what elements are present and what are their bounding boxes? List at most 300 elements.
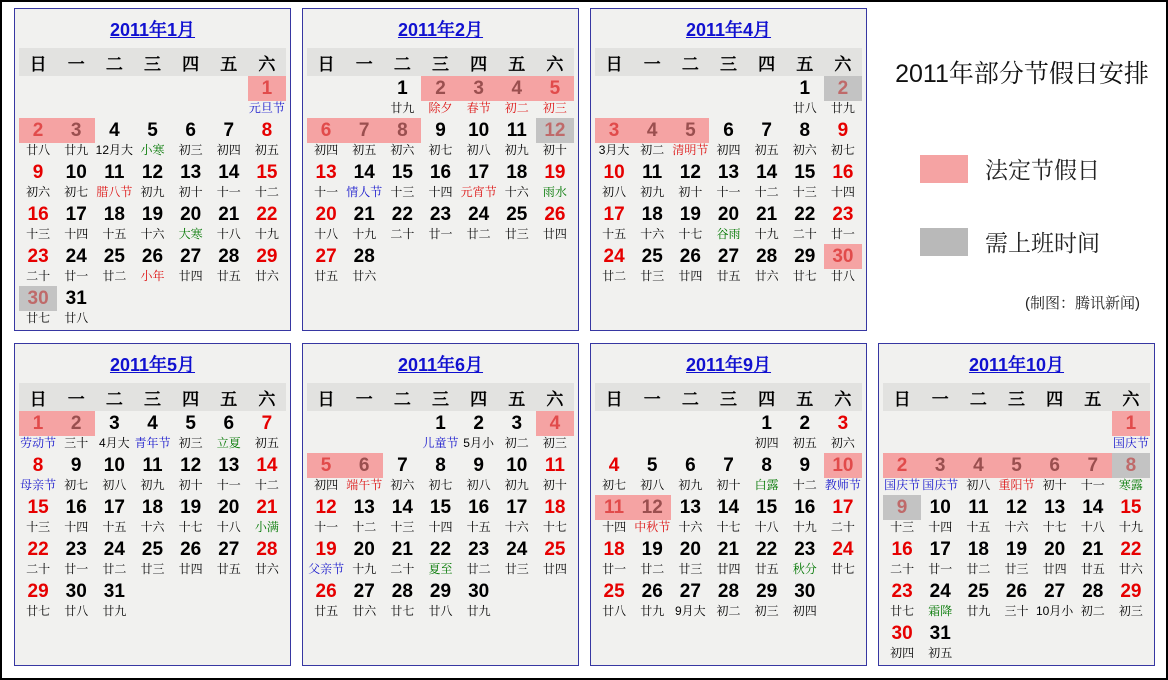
day-cell xyxy=(307,495,345,537)
weekday-label: 二 xyxy=(393,389,411,409)
day-label: 廿六 xyxy=(352,269,377,283)
day-label: 初八 xyxy=(102,478,127,492)
day-number: 12 xyxy=(679,162,701,183)
weekday-label: 五 xyxy=(508,54,526,74)
day-number: 19 xyxy=(544,162,566,183)
day-cell xyxy=(786,118,824,160)
day-cell xyxy=(248,411,286,453)
day-number: 6 xyxy=(723,120,734,141)
day-number: 25 xyxy=(967,581,989,602)
day-number: 27 xyxy=(315,246,337,267)
day-number: 3 xyxy=(109,413,120,434)
day-cell xyxy=(95,202,133,244)
weekday-header xyxy=(883,383,1150,411)
day-cell xyxy=(383,118,421,160)
week-row xyxy=(307,118,574,160)
day-cell xyxy=(748,411,786,453)
day-number: 25 xyxy=(603,581,625,602)
day-cell xyxy=(748,579,786,621)
day-cell xyxy=(57,411,95,453)
day-label: 初五 xyxy=(792,436,817,450)
day-label: 小年 xyxy=(140,269,165,283)
day-number: 12 xyxy=(315,497,337,518)
weekday-label: 一 xyxy=(643,54,661,74)
day-number: 18 xyxy=(544,497,566,518)
day-cell xyxy=(133,202,171,244)
day-cell xyxy=(345,244,383,286)
day-cell xyxy=(536,202,574,244)
day-number: 12 xyxy=(1005,497,1028,518)
day-number: 3 xyxy=(595,118,633,143)
day-cell xyxy=(383,244,421,286)
day-label: 春节 xyxy=(466,101,491,115)
day-label: 秋分 xyxy=(792,562,817,576)
day-cell xyxy=(824,411,862,453)
day-label: 白露 xyxy=(754,478,779,492)
day-label: 教师节 xyxy=(824,478,861,492)
day-label: 寒露 xyxy=(1118,478,1143,492)
week-row xyxy=(19,118,286,160)
month-title xyxy=(595,11,862,46)
day-cell xyxy=(536,411,574,453)
day-cell xyxy=(997,411,1035,453)
month-title-link[interactable]: 2011年1月 xyxy=(109,20,196,40)
day-cell xyxy=(460,537,498,579)
weekday-header xyxy=(19,383,286,411)
day-cell xyxy=(133,537,171,579)
week-row xyxy=(883,453,1150,495)
day-cell xyxy=(824,118,862,160)
day-label: 廿三 xyxy=(678,562,703,576)
day-cell xyxy=(383,411,421,453)
day-number: 10 xyxy=(65,162,87,183)
weekday-label: 六 xyxy=(546,389,564,409)
day-label: 初十 xyxy=(178,478,203,492)
month-title-link[interactable]: 2011年10月 xyxy=(968,355,1065,375)
day-number: 15 xyxy=(27,497,49,518)
day-number: 18 xyxy=(103,204,125,225)
month-title-link[interactable]: 2011年2月 xyxy=(397,20,484,40)
day-number: 30 xyxy=(794,581,816,602)
weekday-label: 三 xyxy=(719,389,737,409)
day-cell xyxy=(460,579,498,621)
day-number: 17 xyxy=(65,204,87,225)
side-panel xyxy=(868,2,1168,342)
day-label: 十三 xyxy=(792,185,817,199)
day-cell xyxy=(345,537,383,579)
day-label: 十九 xyxy=(754,227,779,241)
day-cell xyxy=(57,160,95,202)
day-cell xyxy=(709,160,747,202)
day-cell xyxy=(997,537,1035,579)
workday-label: 需上班时间 xyxy=(985,230,1100,256)
day-cell xyxy=(786,579,824,621)
day-number: 26 xyxy=(141,246,164,267)
day-label: 初五 xyxy=(254,143,279,157)
week-row xyxy=(883,411,1150,453)
day-cell xyxy=(460,76,498,118)
day-cell xyxy=(498,537,536,579)
day-number: 6 xyxy=(345,453,383,478)
day-number: 31 xyxy=(103,581,125,602)
day-number: 28 xyxy=(756,246,778,267)
day-cell xyxy=(633,160,671,202)
week-row xyxy=(595,244,862,286)
day-cell xyxy=(19,495,57,537)
day-label: 初十 xyxy=(542,478,567,492)
week-row xyxy=(595,118,862,160)
month-title xyxy=(19,11,286,46)
day-label: 儿童节 xyxy=(422,436,459,450)
day-cell xyxy=(421,118,459,160)
calendar-2011-10 xyxy=(878,343,1155,666)
day-number: 20 xyxy=(353,539,375,560)
weekday-label: 日 xyxy=(29,54,47,74)
day-label: 十七 xyxy=(1042,520,1067,534)
day-cell xyxy=(460,118,498,160)
day-number: 5 xyxy=(185,413,196,434)
day-number: 8 xyxy=(435,455,446,476)
day-number: 25 xyxy=(506,204,528,225)
day-label: 廿五 xyxy=(216,269,241,283)
day-number: 5 xyxy=(307,453,345,478)
day-cell xyxy=(633,453,671,495)
day-cell xyxy=(671,202,709,244)
day-label: 廿四 xyxy=(678,269,703,283)
day-cell xyxy=(210,495,248,537)
day-label: 廿一 xyxy=(64,562,89,576)
day-cell xyxy=(748,244,786,286)
weekday-label: 一 xyxy=(643,389,661,409)
day-number: 20 xyxy=(315,204,337,225)
month-title-link[interactable]: 2011年9月 xyxy=(685,355,772,375)
weekday-label: 三 xyxy=(431,54,449,74)
page-title: 2011年部分节假日安排 xyxy=(895,60,1149,88)
day-cell xyxy=(248,76,286,118)
day-label: 初九 xyxy=(640,185,665,199)
day-cell xyxy=(172,118,210,160)
day-label: 十九 xyxy=(792,520,817,534)
day-cell xyxy=(671,579,709,621)
day-cell xyxy=(210,453,248,495)
day-label: 重阳节 xyxy=(998,478,1035,492)
day-cell xyxy=(95,286,133,328)
legal-holiday-swatch xyxy=(920,155,968,183)
day-label: 十二 xyxy=(754,185,779,199)
week-row xyxy=(19,76,286,118)
day-cell xyxy=(921,537,959,579)
day-label: 国庆节 xyxy=(922,478,959,492)
day-label: 十四 xyxy=(64,227,89,241)
day-number: 2 xyxy=(19,118,57,143)
day-label: 廿二 xyxy=(102,269,127,283)
day-cell xyxy=(883,621,921,663)
day-cell xyxy=(345,579,383,621)
day-cell xyxy=(19,202,57,244)
day-label: 廿九 xyxy=(466,604,491,618)
day-label: 3月大 xyxy=(598,143,630,157)
day-label: 夏至 xyxy=(428,562,453,576)
day-cell xyxy=(536,579,574,621)
day-number: 10 xyxy=(103,455,125,476)
day-number: 22 xyxy=(429,539,452,560)
day-cell xyxy=(595,495,633,537)
day-label: 初四 xyxy=(890,646,915,660)
weekday-label: 三 xyxy=(431,389,449,409)
week-row xyxy=(883,579,1150,621)
day-number: 20 xyxy=(1044,539,1066,560)
day-number: 1 xyxy=(19,411,57,436)
day-label: 初九 xyxy=(504,478,529,492)
day-cell xyxy=(133,411,171,453)
weekday-label: 四 xyxy=(758,54,776,74)
weekday-label: 二 xyxy=(681,54,699,74)
day-number: 3 xyxy=(837,413,849,434)
day-cell xyxy=(959,537,997,579)
week-row xyxy=(883,537,1150,579)
weekday-label: 日 xyxy=(605,54,623,74)
day-label: 十四 xyxy=(830,185,855,199)
day-number: 21 xyxy=(717,539,740,560)
day-number: 27 xyxy=(180,246,202,267)
day-cell xyxy=(498,202,536,244)
weekday-label: 日 xyxy=(317,54,335,74)
day-cell xyxy=(595,579,633,621)
day-cell xyxy=(595,453,633,495)
day-label: 廿五 xyxy=(314,269,339,283)
day-cell xyxy=(633,537,671,579)
weekday-label: 六 xyxy=(258,389,276,409)
day-number: 1 xyxy=(435,413,446,434)
day-label: 十八 xyxy=(216,227,241,241)
day-label: 廿三 xyxy=(640,269,665,283)
calendar-2011-06 xyxy=(302,343,579,666)
day-number: 29 xyxy=(794,246,816,267)
day-number: 3 xyxy=(57,118,95,143)
day-label: 十三 xyxy=(26,227,51,241)
day-label: 十二 xyxy=(352,520,377,534)
weekday-header xyxy=(307,383,574,411)
week-row xyxy=(595,579,862,621)
month-title-link[interactable]: 2011年4月 xyxy=(685,20,772,40)
month-title xyxy=(307,11,574,46)
weekday-label: 五 xyxy=(508,389,526,409)
day-cell xyxy=(307,537,345,579)
day-cell xyxy=(1036,495,1074,537)
day-label: 初七 xyxy=(830,143,855,157)
day-cell xyxy=(248,537,286,579)
day-label: 初三 xyxy=(1118,604,1143,618)
day-number: 16 xyxy=(832,162,854,183)
day-number: 13 xyxy=(180,162,202,183)
day-label: 十六 xyxy=(1004,520,1029,534)
day-cell xyxy=(172,160,210,202)
day-cell xyxy=(633,202,671,244)
day-cell xyxy=(824,537,862,579)
day-cell xyxy=(345,118,383,160)
day-number: 19 xyxy=(679,204,701,225)
weekday-label: 三 xyxy=(719,54,737,74)
day-number: 15 xyxy=(1120,497,1142,518)
day-label: 初六 xyxy=(792,143,817,157)
day-cell xyxy=(133,579,171,621)
day-cell xyxy=(595,118,633,160)
day-label: 十五 xyxy=(102,227,127,241)
day-cell xyxy=(307,118,345,160)
weekday-label: 一 xyxy=(355,54,373,74)
day-number: 4 xyxy=(498,76,536,101)
day-label: 廿七 xyxy=(26,604,51,618)
day-number: 6 xyxy=(185,120,196,141)
day-label: 十三 xyxy=(390,185,415,199)
calendar-2011-01 xyxy=(14,8,291,331)
day-number: 25 xyxy=(141,539,164,560)
day-label: 十一 xyxy=(716,185,741,199)
day-number: 4 xyxy=(608,455,620,476)
month-title xyxy=(595,346,862,381)
day-cell xyxy=(421,495,459,537)
day-number: 14 xyxy=(218,162,240,183)
day-cell xyxy=(921,453,959,495)
day-label: 初二 xyxy=(504,101,529,115)
weekday-label: 六 xyxy=(546,54,564,74)
month-title-link[interactable]: 2011年5月 xyxy=(109,355,196,375)
day-cell xyxy=(172,495,210,537)
day-number: 29 xyxy=(429,581,452,602)
day-label: 二十 xyxy=(890,562,915,576)
day-label: 初三 xyxy=(542,436,567,450)
day-label: 二十 xyxy=(390,227,415,241)
day-cell xyxy=(57,244,95,286)
day-number: 28 xyxy=(218,246,240,267)
day-number: 24 xyxy=(603,246,625,267)
day-label: 初六 xyxy=(830,436,855,450)
day-label: 廿三 xyxy=(1004,562,1029,576)
day-cell xyxy=(959,453,997,495)
day-label: 初四 xyxy=(792,604,817,618)
day-cell xyxy=(997,621,1035,663)
day-number: 17 xyxy=(832,497,854,518)
day-cell xyxy=(307,411,345,453)
weekday-label: 六 xyxy=(258,54,276,74)
day-number: 17 xyxy=(603,204,625,225)
day-label: 国庆节 xyxy=(884,478,921,492)
day-cell xyxy=(1112,621,1150,663)
month-title-link[interactable]: 2011年6月 xyxy=(397,355,484,375)
day-label: 初八 xyxy=(466,143,491,157)
day-number: 19 xyxy=(315,539,337,560)
day-label: 父亲节 xyxy=(308,562,345,576)
day-cell xyxy=(498,495,536,537)
legend-legal-holiday xyxy=(920,152,1100,185)
day-number: 20 xyxy=(717,204,740,225)
day-cell xyxy=(133,244,171,286)
day-cell xyxy=(421,160,459,202)
day-number: 10 xyxy=(506,455,528,476)
day-label: 廿五 xyxy=(716,269,741,283)
day-cell xyxy=(959,411,997,453)
day-cell xyxy=(19,537,57,579)
day-number: 25 xyxy=(641,246,663,267)
day-cell xyxy=(307,202,345,244)
day-label: 廿二 xyxy=(602,269,627,283)
day-number: 4 xyxy=(536,411,574,436)
day-label: 廿六 xyxy=(254,269,279,283)
day-cell xyxy=(57,76,95,118)
day-cell xyxy=(172,579,210,621)
day-cell xyxy=(345,411,383,453)
day-number: 20 xyxy=(679,539,701,560)
day-cell xyxy=(671,76,709,118)
day-cell xyxy=(57,286,95,328)
day-label: 廿四 xyxy=(716,562,741,576)
day-label: 初四 xyxy=(216,143,241,157)
day-number: 24 xyxy=(929,581,951,602)
day-label: 初七 xyxy=(64,478,89,492)
day-number: 27 xyxy=(218,539,240,560)
weekday-label: 日 xyxy=(317,389,335,409)
day-cell xyxy=(595,160,633,202)
day-label: 初六 xyxy=(390,478,415,492)
day-cell xyxy=(671,537,709,579)
weekday-label: 二 xyxy=(393,54,411,74)
day-number: 16 xyxy=(468,497,490,518)
day-label: 12月大 xyxy=(95,143,134,157)
month-title xyxy=(19,346,286,381)
day-label: 十六 xyxy=(140,520,165,534)
day-number: 22 xyxy=(1120,539,1142,560)
day-cell xyxy=(536,495,574,537)
day-number: 9 xyxy=(435,120,446,141)
day-cell xyxy=(95,76,133,118)
day-cell xyxy=(498,160,536,202)
day-label: 初二 xyxy=(504,436,529,450)
day-cell xyxy=(959,579,997,621)
week-row xyxy=(595,411,862,453)
weekday-label: 一 xyxy=(931,389,949,409)
day-number: 26 xyxy=(315,581,337,602)
day-number: 3 xyxy=(511,413,523,434)
day-cell xyxy=(1036,621,1074,663)
day-number: 11 xyxy=(544,455,565,476)
weekday-label: 日 xyxy=(605,389,623,409)
day-label: 廿三 xyxy=(504,227,529,241)
day-cell xyxy=(671,495,709,537)
day-cell xyxy=(709,411,747,453)
day-cell xyxy=(95,495,133,537)
day-cell xyxy=(997,495,1035,537)
day-cell xyxy=(307,244,345,286)
day-cell xyxy=(671,118,709,160)
week-row xyxy=(19,495,286,537)
day-number: 1 xyxy=(248,76,286,101)
day-number: 23 xyxy=(429,204,452,225)
day-cell xyxy=(19,160,57,202)
day-cell xyxy=(421,411,459,453)
day-label: 十八 xyxy=(754,520,779,534)
day-cell xyxy=(1074,453,1112,495)
day-cell xyxy=(595,202,633,244)
weekday-label: 四 xyxy=(758,389,776,409)
day-number: 15 xyxy=(256,162,278,183)
day-cell xyxy=(1036,579,1074,621)
day-number: 30 xyxy=(824,244,862,269)
day-label: 廿四 xyxy=(542,562,567,576)
day-cell xyxy=(248,202,286,244)
day-cell xyxy=(210,579,248,621)
week-row xyxy=(19,286,286,328)
week-row xyxy=(307,411,574,453)
